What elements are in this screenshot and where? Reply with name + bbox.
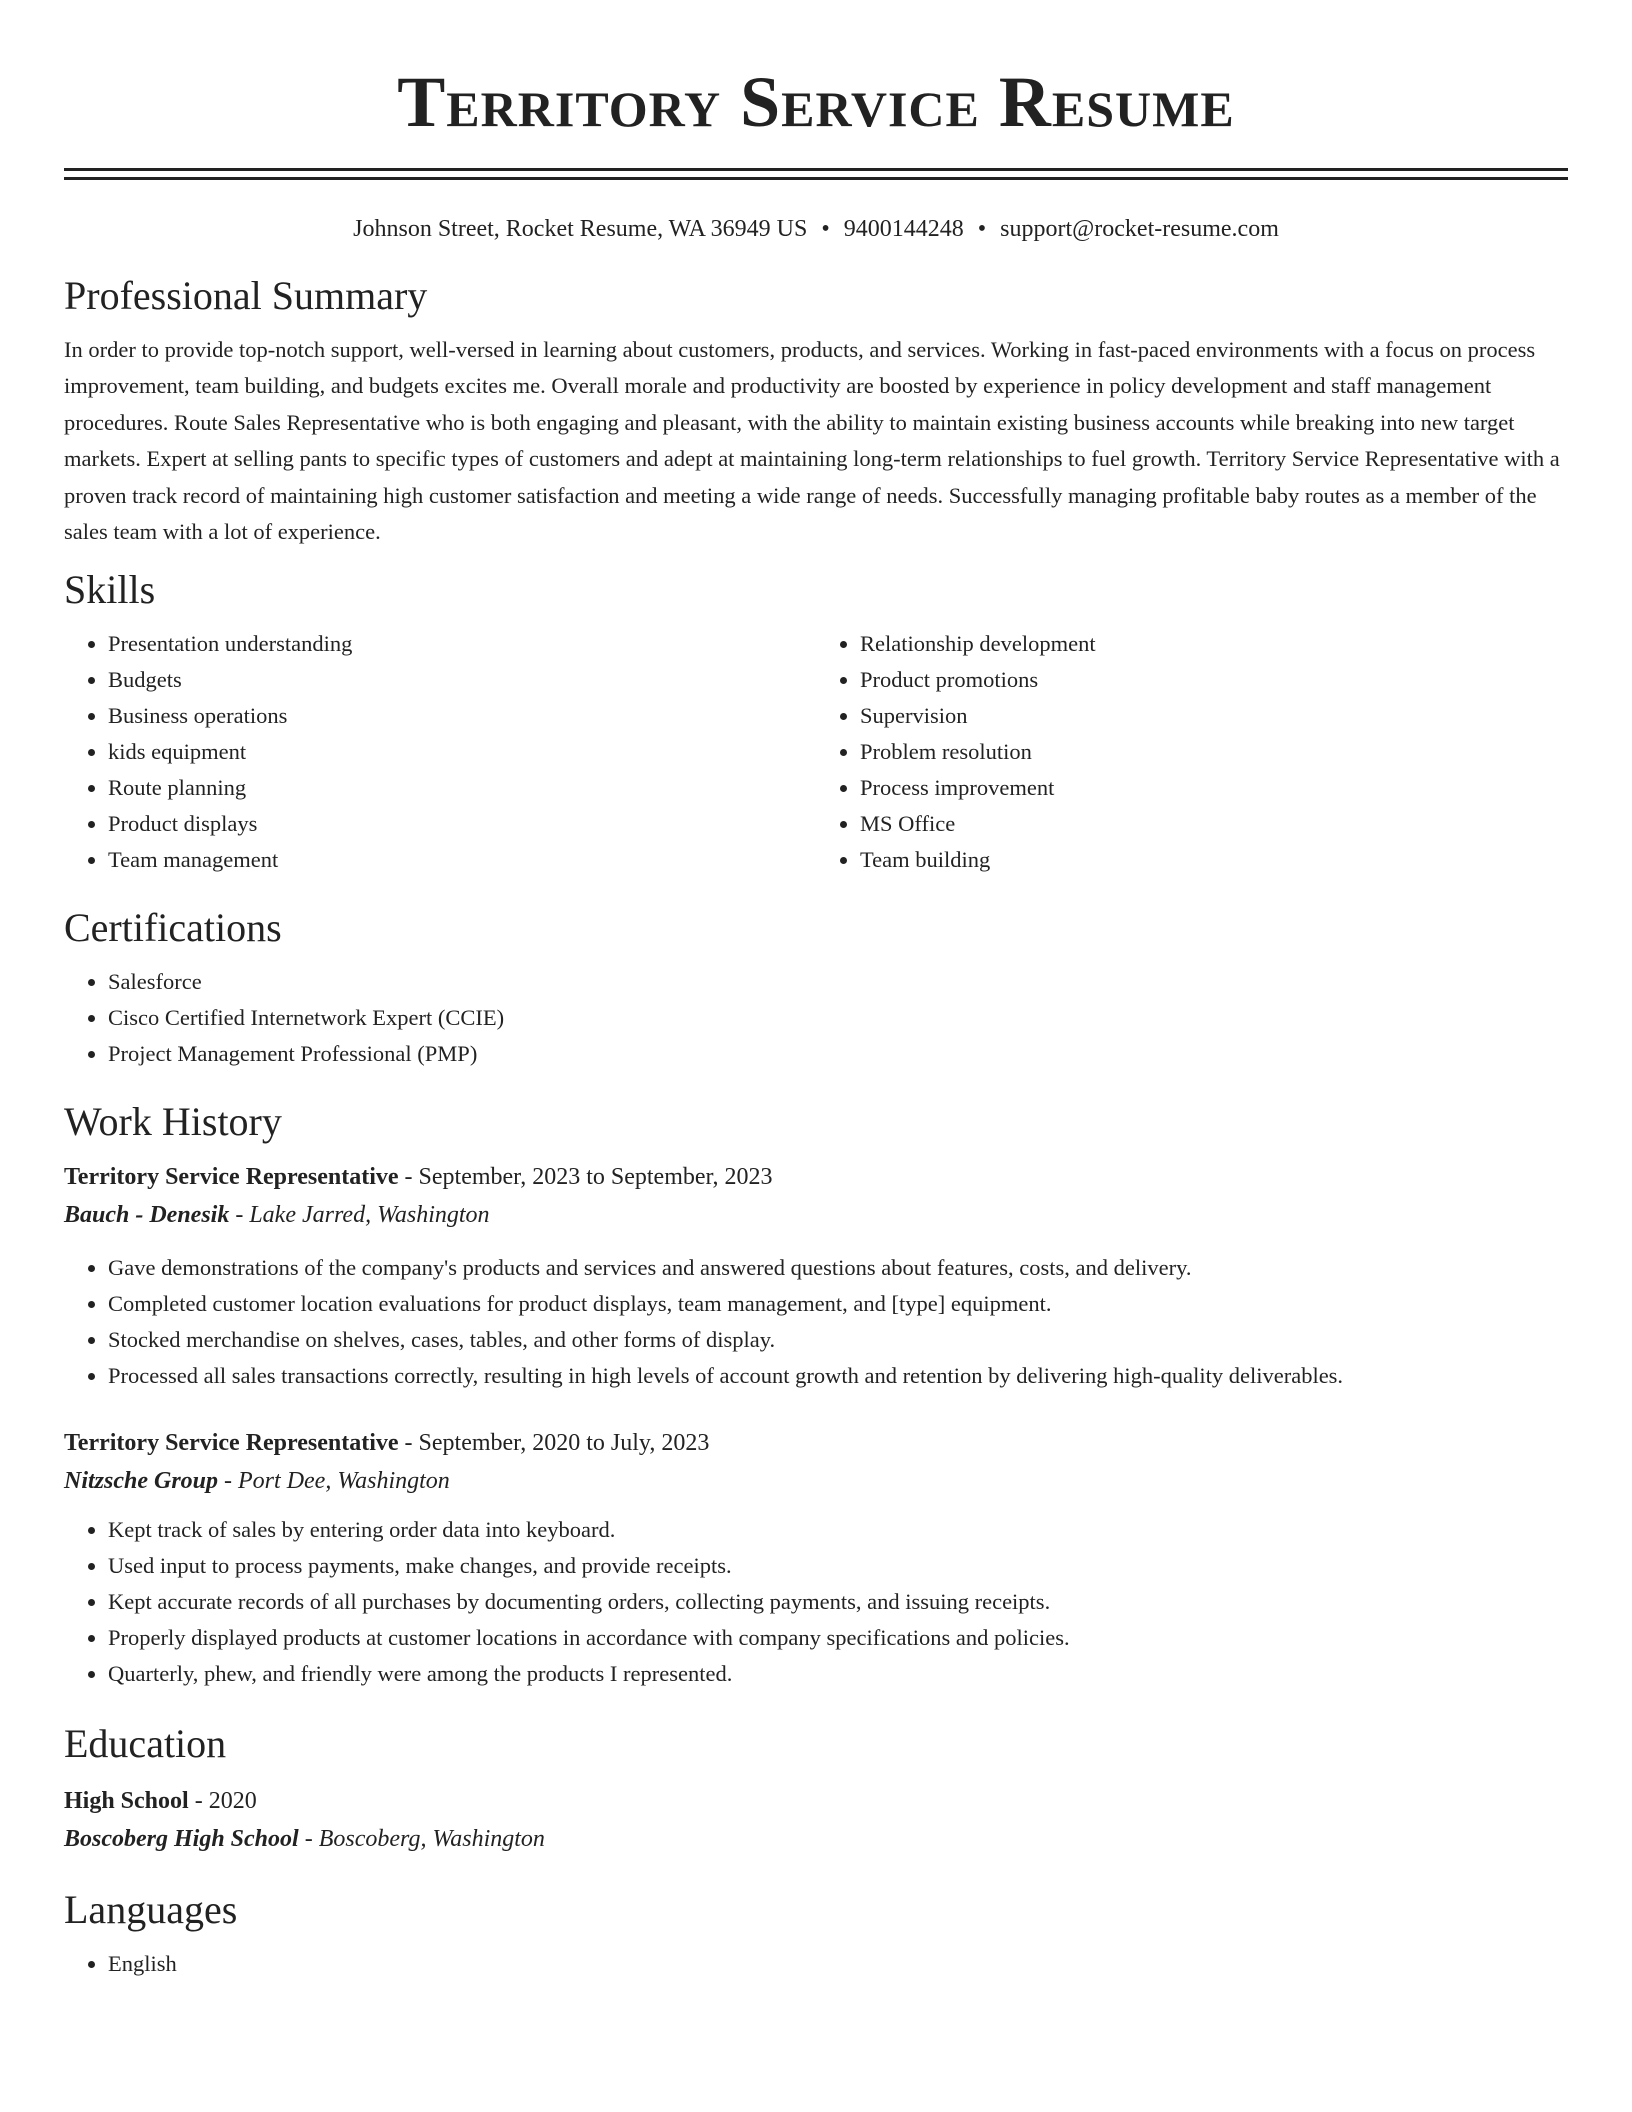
title-rule-thin: [64, 177, 1568, 180]
job-bullet: • Quarterly, phew, and friendly were among the products I represented.: [108, 1656, 1568, 1692]
skills-list: [64, 626, 1568, 878]
job-entry: [64, 1424, 1568, 1692]
contact-phone: 9400144248: [843, 216, 964, 242]
job-bullet: • Properly displayed products at customer locations in accordance with company specifications and policies.: [108, 1620, 1568, 1656]
job-bullet: • Gave demonstrations of the company's products and services and answered questions about features, costs, and delivery.: [108, 1250, 1568, 1286]
certifications-list: [64, 964, 1568, 1072]
resume-page: [64, 0, 1568, 1982]
title-rule-thick: [64, 168, 1568, 171]
certification-item: • Cisco Certified Internetwork Expert (CCIE): [108, 1000, 1568, 1036]
education-year: - 2020: [188, 1788, 257, 1815]
summary-heading: Professional Summary: [64, 273, 428, 318]
skill-item: • Product promotions: [860, 662, 1568, 698]
skill-item: • Route planning: [108, 770, 816, 806]
job-company: Nitzsche Group: [64, 1468, 219, 1495]
job-entry: [64, 1158, 1568, 1394]
skills-heading: Skills: [64, 567, 156, 613]
education-degree: High School: [64, 1788, 189, 1815]
job-title: Territory Service Representative: [64, 1164, 399, 1191]
skill-item: • Presentation understanding: [108, 626, 816, 662]
job-bullet: • Stocked merchandise on shelves, cases, tables, and other forms of display.: [108, 1322, 1568, 1358]
skill-item: • Team management: [108, 842, 816, 878]
job-bullets: [64, 1512, 1568, 1692]
education-degree-line: [64, 1782, 1568, 1820]
contact-separator: •: [821, 216, 830, 242]
skills-column-left: [64, 626, 816, 878]
job-company-line: [64, 1462, 1568, 1500]
job-company-line: [64, 1196, 1568, 1234]
skill-item: • Supervision: [860, 698, 1568, 734]
education-school-line: [64, 1820, 1568, 1858]
skill-item: • Budgets: [108, 662, 816, 698]
skill-item: • kids equipment: [108, 734, 816, 770]
contact-email: support@rocket-resume.com: [1000, 216, 1279, 242]
skill-item: • MS Office: [860, 806, 1568, 842]
education-location: - Boscoberg, Washington: [298, 1826, 545, 1853]
contact-address: Johnson Street, Rocket Resume, WA 36949 US: [353, 216, 808, 242]
job-bullet: • Completed customer location evaluations for product displays, team management, and [type] equipment.: [108, 1286, 1568, 1322]
job-dates: - September, 2023 to September, 2023: [398, 1164, 773, 1191]
languages-list: [64, 1946, 1568, 1982]
job-bullet: • Kept accurate records of all purchases by documenting orders, collecting payments, and issuing receipts.: [108, 1584, 1568, 1620]
resume-title: Territory Service Resume: [397, 62, 1235, 142]
skill-item: • Problem resolution: [860, 734, 1568, 770]
education-entry: [64, 1782, 1568, 1858]
skill-item: • Business operations: [108, 698, 816, 734]
job-title-line: [64, 1158, 1568, 1196]
skills-column-right: [816, 626, 1568, 878]
job-dates: - September, 2020 to July, 2023: [398, 1430, 710, 1457]
skill-item: • Product displays: [108, 806, 816, 842]
contact-line: [64, 214, 1568, 244]
job-title: Territory Service Representative: [64, 1430, 399, 1457]
education-heading: Education: [64, 1721, 227, 1767]
work-history-heading: Work History: [64, 1099, 282, 1145]
certification-item: • Salesforce: [108, 964, 1568, 1000]
job-title-line: [64, 1424, 1568, 1462]
languages-heading: Languages: [64, 1887, 238, 1933]
job-company: Bauch - Denesik: [64, 1202, 230, 1229]
job-bullet: • Kept track of sales by entering order data into keyboard.: [108, 1512, 1568, 1548]
certifications-heading: Certifications: [64, 905, 282, 951]
education-school: Boscoberg High School: [64, 1826, 299, 1853]
language-item: • English: [108, 1946, 1568, 1982]
job-bullets: [64, 1250, 1568, 1394]
job-bullet: • Processed all sales transactions correctly, resulting in high levels of account growth and retention by delivering high-quality deliverables.: [108, 1358, 1568, 1394]
skill-item: • Team building: [860, 842, 1568, 878]
summary-text: In order to provide top-notch support, well-versed in learning about customers, products, and services. Working in fast-paced environments with a focus on process improvement, team building, and budgets excites me. Overall morale and productivity are boosted by experience in policy development and staff management procedures. Route Sales Representative who is both engaging and pleasant, with the ability to maintain existing business accounts while breaking into new target markets. Expert at selling pants to specific types of customers and adept at maintaining long-term relationships to fuel growth. Territory Service Representative with a proven track record of maintaining high customer satisfaction and meeting a wide range of needs. Successfully managing profitable baby routes as a member of the sales team with a lot of experience.: [64, 337, 1560, 545]
job-location: - Lake Jarred, Washington: [229, 1202, 490, 1229]
contact-separator: •: [977, 216, 987, 242]
job-location: - Port Dee, Washington: [218, 1468, 450, 1495]
skill-item: • Process improvement: [860, 770, 1568, 806]
skill-item: • Relationship development: [860, 626, 1568, 662]
job-bullet: • Used input to process payments, make changes, and provide receipts.: [108, 1548, 1568, 1584]
certification-item: • Project Management Professional (PMP): [108, 1036, 1568, 1072]
